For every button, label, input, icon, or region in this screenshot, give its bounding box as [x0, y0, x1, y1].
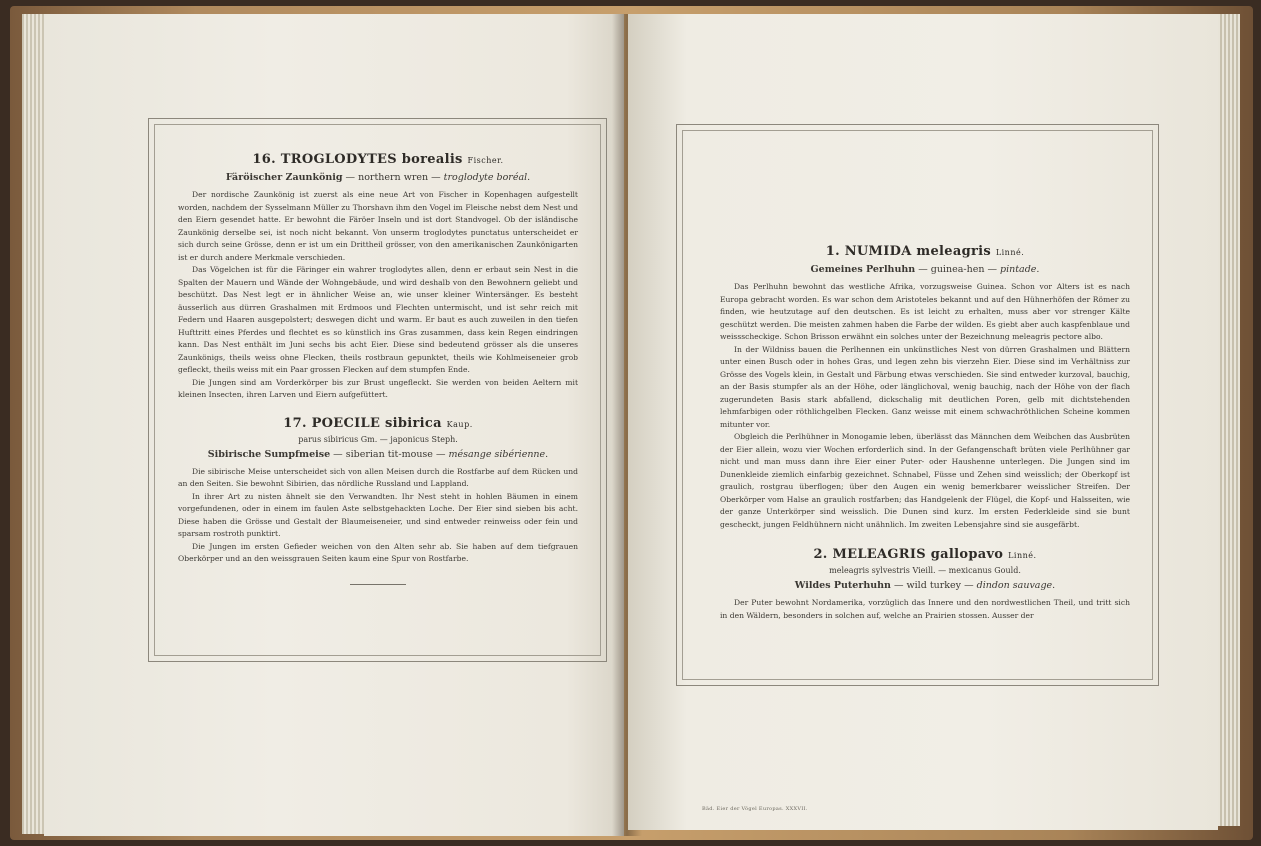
- synonyms: meleagris sylvestris Vieill. — mexicanus Gould.: [829, 566, 1021, 575]
- common-name-en: northern wren: [358, 172, 429, 183]
- genus-name: TROGLODYTES: [280, 152, 397, 167]
- common-names: Färöischer Zaunkönig — northern wren — troglodyte boréal.: [225, 172, 531, 183]
- common-name-fr: mésange sibérienne.: [448, 448, 549, 460]
- common-name-de: Färöischer Zaunkönig: [225, 172, 343, 183]
- species-name: borealis: [401, 152, 463, 167]
- species-heading: [178, 416, 578, 431]
- author-name: Linné.: [1008, 551, 1037, 560]
- right-text-block: [720, 244, 1130, 622]
- species-entry: [178, 416, 578, 585]
- common-name-fr: troglodyte boréal.: [443, 172, 531, 183]
- left-page: [44, 14, 624, 836]
- species-number: 2.: [813, 547, 828, 562]
- common-names: Gemeines Perlhuhn — guinea-hen — pintade.: [810, 264, 1040, 275]
- common-names: Sibirische Sumpfmeise — siberian tit-mouse — mésange sibérienne.: [207, 448, 549, 460]
- common-name-de: Wildes Puterhuhn: [794, 580, 891, 591]
- body-paragraph: In ihrer Art zu nisten ähnelt sie den Verwandten. Ihr Nest steht in hohlen Bäumen in einem vorgefundenen, oder in einem im faulen Aste selbstgehackten Loche. Der Eier sind sieben bis acht. Diese haben die Grösse und Gestalt der Blaumeiseneier, und sind entweder reinweiss oder fein und sparsam rostroth punktirt.: [178, 491, 578, 538]
- body-paragraph: Das Vögelchen ist für die Färinger ein wahrer troglodytes allen, denn er erbaut sein Nest in die Spalten der Mauern und Wände der Wohngebäude, und wird deshalb von den Bewohnern geliebt und beschützt. Das Nest legt er in ähnlicher Weise an, wie unser kleiner Wintersänger. Es besteht äusserlich aus dürren Grashalmen mit Erdmoos und Flechten untermischt, und ist sehr reich mit Federn und Haaren ausgepolstert; deswegen dicht und warm. Er baut es auch zuweilen in den tiefen Hufttritt eines Pferdes und flechtet es so künstlich ins Gras zusammen, dass kein Regen eindringen kann. Das Nest enthält im Juni sechs bis acht Eier. Diese sind bedeutend grösser als die unseres Zaunkönigs, theils weiss ohne Flecken, theils rostbraun gepunktet, theils wie Kohlmeiseneier grob gefleckt, theils weiss mit ein Paar grossen Flecken auf dem stumpfen Ende.: [178, 265, 578, 374]
- common-name-en: siberian tit-mouse: [345, 448, 433, 460]
- species-entry: [720, 547, 1130, 622]
- species-name: sibirica: [385, 415, 442, 431]
- right-page: [628, 14, 1218, 830]
- body-paragraph: Die sibirische Meise unterscheidet sich von allen Meisen durch die Rostfarbe auf dem Rücken und an den Seiten. Sie bewohnt Sibirien, das nördliche Russland und Lappland.: [178, 466, 578, 488]
- species-heading: [178, 152, 578, 167]
- body-paragraph: Der Puter bewohnt Nordamerika, vorzüglich das Innere und den nordwestlichen Theil, und tritt sich in den Wäldern, besonders in solchen auf, welche an Prairien stossen. Ausser der: [720, 598, 1130, 620]
- species-entry: [178, 152, 578, 402]
- species-name: meleagris: [916, 244, 991, 259]
- author-name: Linné.: [995, 248, 1025, 257]
- section-divider: [350, 584, 406, 585]
- author-name: Kaup.: [446, 419, 473, 429]
- body-paragraph: Obgleich die Perlhühner in Monogamie leben, überlässt das Männchen dem Weibchen das Ausbrüten der Eier allein, wozu vier Wochen erforderlich sind. In der Gefangenschaft brüten viele Perlhühner gar nicht und man muss dann ihre Eier einer Puter- oder Haushenne unterlegen. Die Jungen sind im Dunenkleide ziemlich einfarbig gezeichnet. Schnabel, Füsse und Zehen sind weisslich; der Oberkopf ist graulich, rostgrau überflogen; über den Augen ein wenig bemerkbarer weisslicher Streifen. Der Oberkörper vom Halse an graulich rostfarben; das Handgelenk der Flügel, die Kopf- und Halsseiten, wie der ganze Unterkörper sind weisslich. Die Dunen sind kurz. Im ersten Federkleide sind sie bunt gescheckt, jungen Feldhühnern nicht unähnlich. Im zweiten Lebensjahre sind sie ausgefärbt.: [720, 432, 1130, 529]
- species-entry: [720, 244, 1130, 531]
- genus-name: POECILE: [311, 415, 381, 431]
- common-names: Wildes Puterhuhn — wild turkey — dindon sauvage.: [794, 580, 1056, 591]
- page-footer: Bäd. Eier der Vögel Europas. XXXVII.: [702, 806, 808, 812]
- species-number: 17.: [283, 415, 307, 431]
- common-name-en: wild turkey: [906, 580, 962, 591]
- common-name-de: Gemeines Perlhuhn: [810, 264, 916, 275]
- body-paragraph: Die Jungen sind am Vorderkörper bis zur Brust ungefleckt. Sie werden von beiden Aeltern mit kleinen Insecten, ihren Larven und Eiern aufgefüttert.: [178, 377, 578, 399]
- species-number: 16.: [252, 152, 276, 167]
- species-heading: [720, 547, 1130, 562]
- common-name-en: guinea-hen: [930, 264, 985, 275]
- synonyms: parus sibiricus Gm. — japonicus Steph.: [298, 434, 458, 444]
- species-number: 1.: [825, 244, 840, 259]
- species-name: gallopavo: [930, 547, 1004, 562]
- body-paragraph: Die Jungen im ersten Gefieder weichen von den Alten sehr ab. Sie haben auf dem tiefgrauen Oberkörper und an den weissgrauen Seiten kaum eine Spur von Rostfarbe.: [178, 541, 578, 563]
- left-text-block: [178, 152, 578, 585]
- common-name-fr: dindon sauvage.: [976, 580, 1056, 591]
- author-name: Fischer.: [467, 156, 504, 165]
- body-paragraph: Der nordische Zaunkönig ist zuerst als eine neue Art von Fischer in Kopenhagen aufgestellt worden, nachdem der Sysselmann Müller zu Thorshavn ihm den Vogel im Fleische nebst dem Nest und den Eiern gesendet hatte. Er bewohnt die Färöer Inseln und ist dort Standvogel. Ob der isländische Zaunkönig derselbe sei, ist noch nicht bekannt. Von unserm troglodytes punctatus unterscheidet er sich durch seine Grösse, denn er ist um ein Drittheil grösser, von den amerikanischen Zaunkönigarten ist er durch andere Merkmale verschieden.: [178, 190, 578, 262]
- species-heading: [720, 244, 1130, 259]
- body-paragraph: In der Wildniss bauen die Perlhennen ein unkünstliches Nest von dürren Grashalmen und Blättern unter einen Busch oder in hohes Gras, und legen zehn bis vierzehn Eier. Diese sind im Verhältniss zur Grösse des Vogels klein, in Gestalt und Färbung etwas verschieden. Sie sind entweder kurzoval, bauchig, an der Basis stumpfer als an der Höhe, oder länglichoval, wenig bauchig, nach der Höhe von der flach zugerundeten Basis stark abfallend, dickschalig mit deutlichen Poren, gelb mit dichtstehenden lehmfarbigen oder röthlichgelben Flecken. Ganz weisse mit einem schwachröthlichen Scheine kommen mitunter vor.: [720, 344, 1130, 429]
- body-paragraph: Das Perlhuhn bewohnt das westliche Afrika, vorzugsweise Guinea. Schon vor Alters ist es nach Europa gebracht worden. Es war schon dem Aristoteles bekannt und auf den Hühnerhöfen der Römer zu finden, wie heutzutage auf den deutschen. Es ist leicht zu erhalten, muss aber vor strenger Kälte geschützt werden. Die meisten zahmen haben die Farbe der wilden. Es giebt aber auch kaspfenblaue und weissscheckige. Schon Brisson erwähnt ein solches unter der Bezeichnung meleagris pectore albo.: [720, 282, 1130, 341]
- genus-name: NUMIDA: [844, 244, 912, 259]
- common-name-de: Sibirische Sumpfmeise: [207, 448, 331, 460]
- genus-name: MELEAGRIS: [832, 547, 926, 562]
- common-name-fr: pintade.: [1000, 264, 1040, 275]
